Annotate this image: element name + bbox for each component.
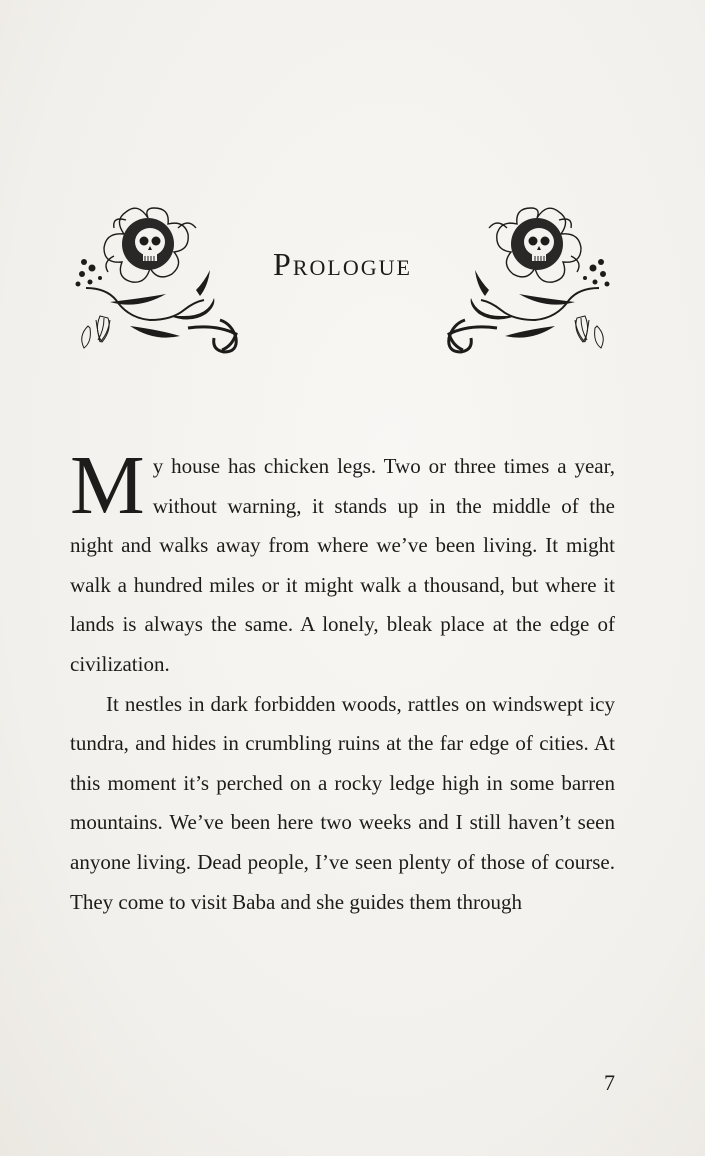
page-number: 7	[604, 1070, 615, 1095]
paragraph	[70, 685, 615, 923]
paragraph-text: It nestles in dark forbidden woods, rattles on windswept icy tundra, and hides in crumbling ruins at the far edge of cities. At this moment it’s perched on a rocky ledge high in some barren mountains. We’ve been here two weeks and I still haven’t seen anyone living. Dead people, I’ve seen plenty of those of course. They come to visit Baba and she guides them through	[70, 691, 615, 914]
drop-cap: M	[70, 439, 145, 532]
paragraph-text: y house has chicken legs. Two or three times a year, without warning, it stands up in the middle of the night and walks away from where we’ve been living. It might walk a hundred miles or it might walk a thousand, but where it lands is always the same. A lonely, bleak place at the edge of civilization.	[70, 454, 615, 676]
chapter-title: Prologue	[273, 246, 412, 282]
skull-flower-ornament-icon	[435, 198, 615, 378]
paragraph	[70, 439, 615, 685]
skull-flower-ornament-icon	[70, 198, 250, 378]
body-text	[70, 439, 615, 922]
chapter-header	[70, 198, 615, 378]
